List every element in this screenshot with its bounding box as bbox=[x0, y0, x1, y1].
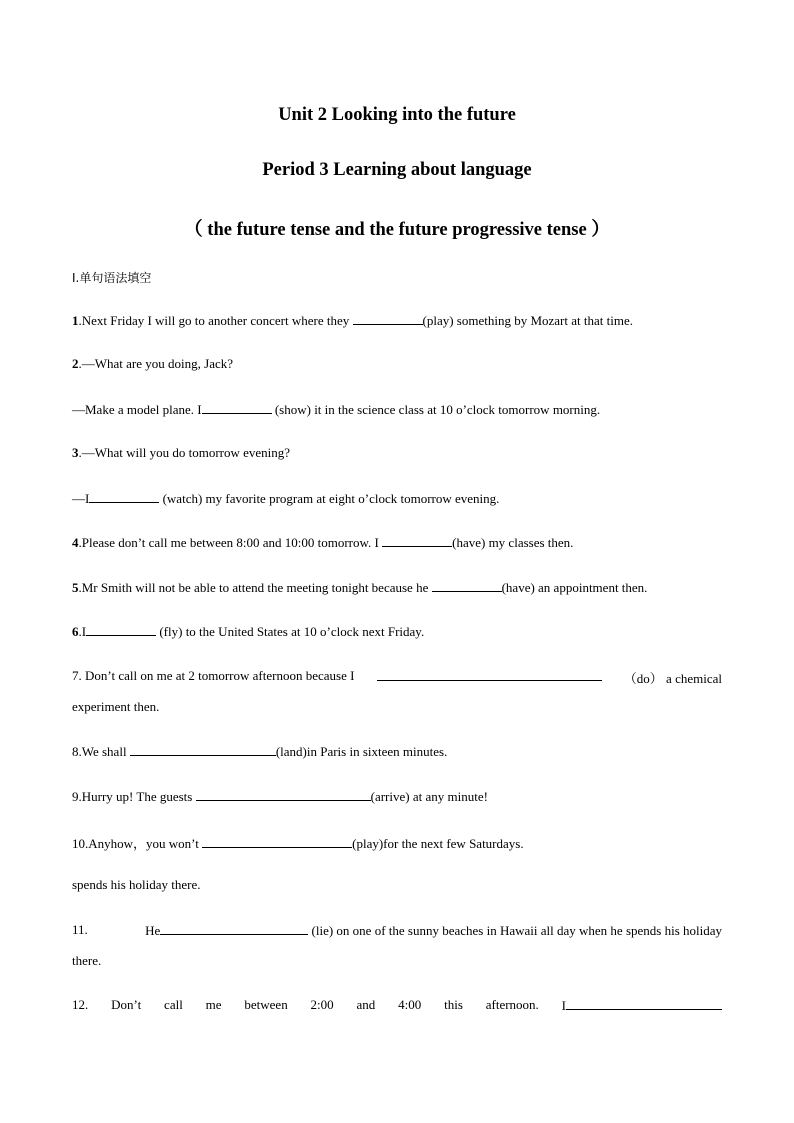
question-9 bbox=[72, 788, 488, 805]
question-text: .—What will you do tomorrow evening? bbox=[78, 445, 291, 460]
question-4 bbox=[72, 534, 573, 551]
question-5 bbox=[72, 579, 647, 596]
question-1 bbox=[72, 312, 633, 329]
question-number: 1 bbox=[72, 313, 79, 328]
answer-blank[interactable] bbox=[432, 579, 502, 592]
question-text: 10.Anyhow，you won’t bbox=[72, 836, 203, 851]
word: between bbox=[244, 997, 288, 1012]
question-12 bbox=[72, 997, 722, 1014]
question-text: .Next Friday I will go to another concert where they bbox=[78, 313, 353, 328]
question-text: (have) an appointment then. bbox=[501, 580, 648, 595]
question-text: (play) something by Mozart at that time. bbox=[422, 313, 633, 328]
answer-blank[interactable] bbox=[202, 835, 352, 848]
section-heading: I.单句语法填空 bbox=[72, 271, 152, 285]
question-3 bbox=[72, 445, 290, 461]
question-text: (lie) on one of the sunny beaches in Hawaii all day when he spends his holiday bbox=[308, 923, 722, 938]
answer-blank[interactable] bbox=[377, 668, 602, 681]
question-text: (have) my classes then. bbox=[452, 535, 574, 550]
answer-blank[interactable] bbox=[566, 997, 722, 1010]
question-number: 2 bbox=[72, 356, 79, 371]
topic-title: （ the future tense and the future progressive tense ） bbox=[184, 220, 610, 240]
question-7 bbox=[72, 668, 722, 687]
word: Don’t bbox=[111, 997, 142, 1012]
question-text: （do） a chemical bbox=[623, 671, 722, 686]
question-text: (fly) to the United States at 10 o’clock next Friday. bbox=[156, 624, 425, 639]
answer-blank[interactable] bbox=[86, 623, 156, 636]
question-11-continued: there. bbox=[72, 953, 102, 968]
word: 12. bbox=[72, 997, 89, 1012]
question-text: He bbox=[145, 923, 161, 938]
question-number: 11. bbox=[72, 922, 88, 937]
word: 2:00 bbox=[310, 997, 334, 1012]
question-text: 9.Hurry up! The guests bbox=[72, 789, 196, 804]
period-title: Period 3 Learning about language bbox=[262, 160, 532, 180]
answer-blank[interactable] bbox=[202, 401, 272, 414]
question-number: 5 bbox=[72, 580, 79, 595]
question-number: 3 bbox=[72, 445, 79, 460]
question-6 bbox=[72, 623, 424, 640]
question-text: (watch) my favorite program at eight o’clock tomorrow evening. bbox=[159, 491, 500, 506]
answer-blank[interactable] bbox=[160, 922, 308, 935]
answer-blank[interactable] bbox=[130, 743, 276, 756]
question-text: .Please don’t call me between 8:00 and 10:00 tomorrow. I bbox=[78, 535, 383, 550]
question-text: (arrive) at any minute! bbox=[370, 789, 488, 804]
answer-blank[interactable] bbox=[353, 312, 423, 325]
question-text: (show) it in the science class at 10 o’clock tomorrow morning. bbox=[271, 402, 601, 417]
question-8 bbox=[72, 743, 447, 760]
question-text: 7. Don’t call on me at 2 tomorrow afternoon because I bbox=[72, 668, 355, 683]
question-text: (land)in Paris in sixteen minutes. bbox=[275, 744, 448, 759]
question-2 bbox=[72, 356, 233, 372]
question-11 bbox=[72, 922, 722, 939]
word: 4:00 bbox=[398, 997, 422, 1012]
question-number: 4 bbox=[72, 535, 79, 550]
stray-line: spends his holiday there. bbox=[72, 877, 201, 892]
word: afternoon. bbox=[485, 997, 539, 1012]
question-text: .—What are you doing, Jack? bbox=[78, 356, 234, 371]
question-7-continued: experiment then. bbox=[72, 699, 160, 714]
word: I bbox=[561, 998, 566, 1013]
word: and bbox=[356, 997, 376, 1012]
question-10 bbox=[72, 833, 524, 852]
question-text: .Mr Smith will not be able to attend the meeting tonight because he bbox=[78, 580, 432, 595]
question-text: —Make a model plane. I bbox=[72, 402, 202, 417]
question-text: .I bbox=[78, 624, 87, 639]
question-text: —I bbox=[72, 491, 90, 506]
answer-blank[interactable] bbox=[382, 534, 452, 547]
question-number: 6 bbox=[72, 624, 79, 639]
answer-blank[interactable] bbox=[89, 490, 159, 503]
word: call bbox=[164, 997, 183, 1012]
question-text: 8.We shall bbox=[72, 744, 130, 759]
word: this bbox=[444, 997, 463, 1012]
unit-title: Unit 2 Looking into the future bbox=[278, 105, 516, 125]
question-2-reply bbox=[72, 401, 600, 418]
question-3-reply bbox=[72, 490, 499, 507]
question-text: (play)for the next few Saturdays. bbox=[352, 836, 524, 851]
word: me bbox=[205, 997, 222, 1012]
answer-blank[interactable] bbox=[196, 788, 371, 801]
